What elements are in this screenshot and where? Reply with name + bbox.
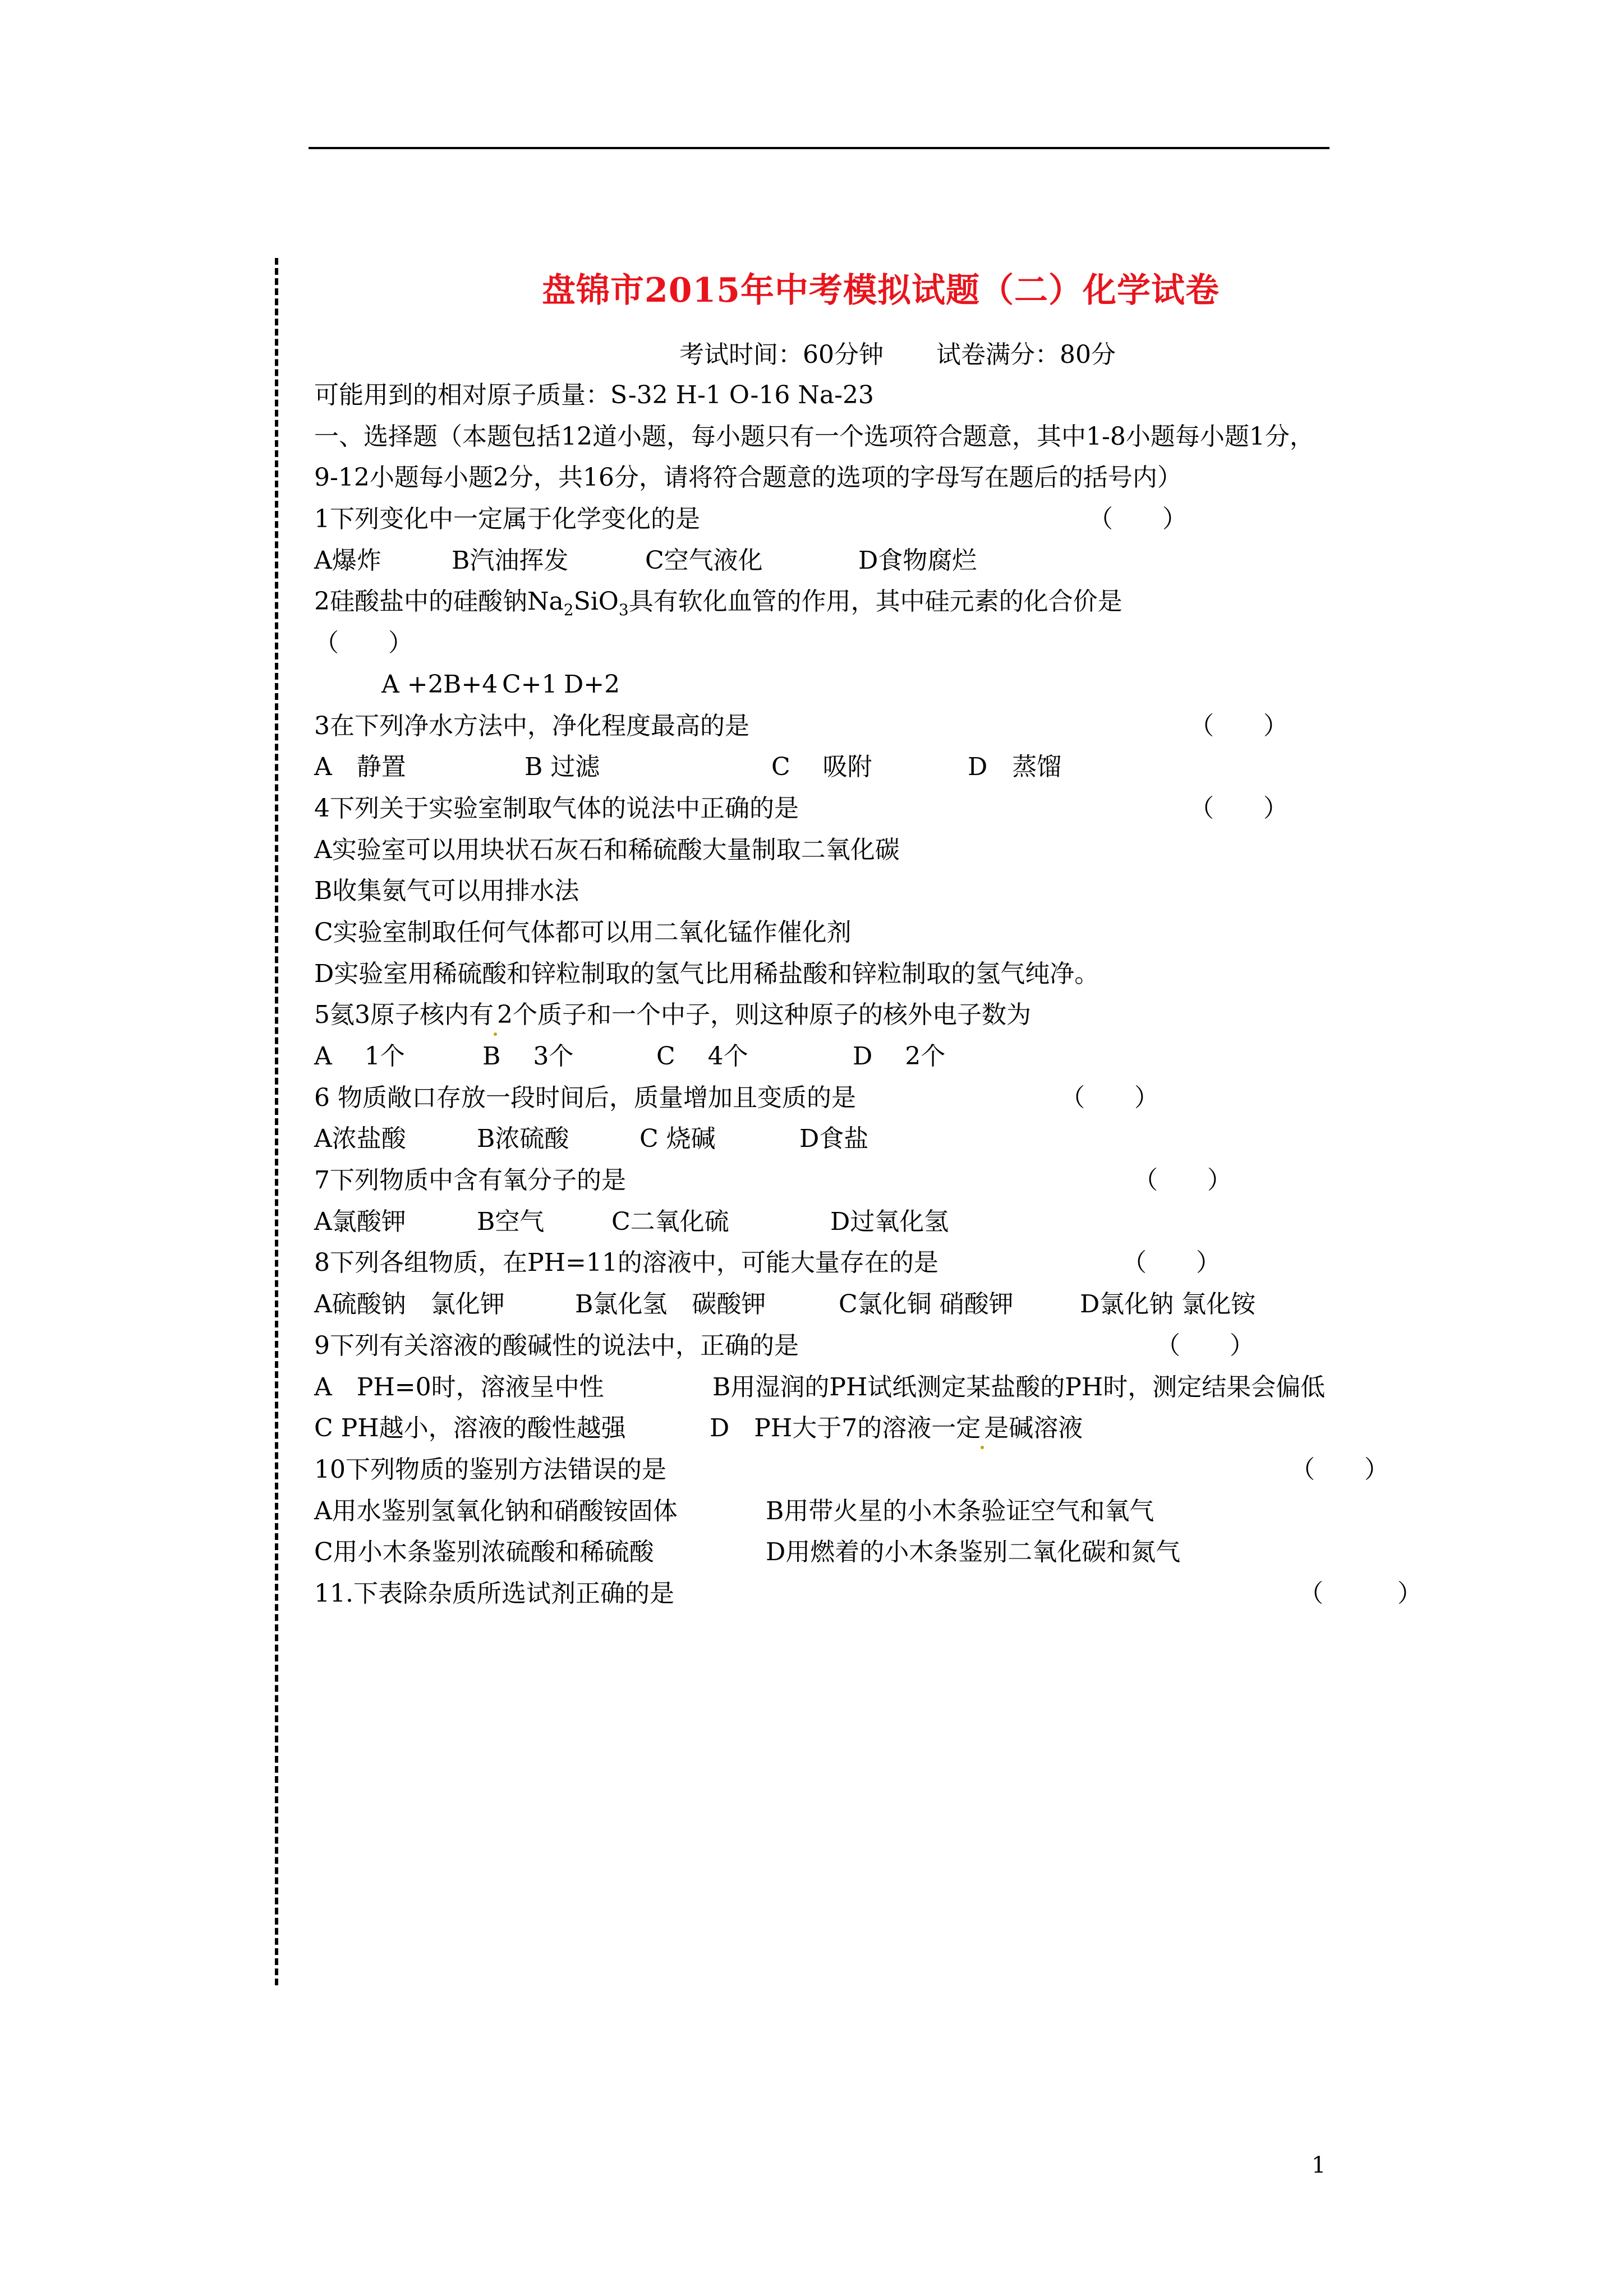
- exam-meta: [337, 334, 1459, 370]
- option-b: B+4: [443, 670, 498, 699]
- subscript: 3: [618, 601, 629, 620]
- question-stem: 7下列物质中含有氧分子的是: [314, 1166, 626, 1195]
- question-stem: 2个质子和一个中子，则这种原子的核外电子数为: [497, 1001, 1031, 1030]
- option-a: A 静置: [314, 753, 406, 782]
- question-3: [314, 706, 1459, 747]
- option-a: A 1个: [314, 1042, 405, 1071]
- option-d: D 蒸馏: [968, 753, 1062, 782]
- option-b: B氯化氢 碳酸钾: [575, 1290, 766, 1319]
- option-d: 是碱溶液: [984, 1414, 1083, 1443]
- question-10: [314, 1449, 1459, 1491]
- question-stem: 5氦3原子核内有: [314, 1001, 494, 1030]
- question-2: [314, 581, 1459, 623]
- header-rule: [309, 147, 1329, 149]
- option-b: B 3个: [482, 1042, 574, 1071]
- answer-paren: （ ）: [1290, 1455, 1389, 1484]
- question-1-options: [314, 540, 1459, 582]
- question-6: [314, 1077, 1459, 1119]
- question-6-options: [314, 1118, 1459, 1160]
- answer-paren: （ ）: [1156, 1331, 1254, 1360]
- question-stem: 4下列关于实验室制取气体的说法中正确的是: [314, 794, 799, 823]
- question-stem: SiO: [573, 587, 619, 616]
- option-d: D实验室用稀硫酸和锌粒制取的氢气比用稀盐酸和锌粒制取的氢气纯净。: [314, 959, 1099, 988]
- question-2-options: [314, 664, 1459, 706]
- page-number: 1: [1312, 2152, 1326, 2178]
- question-8-options: [314, 1284, 1459, 1325]
- question-stem: 11.下表除杂质所选试剂正确的是: [314, 1579, 674, 1608]
- option-c: C PH越小，溶液的酸性越强: [314, 1414, 626, 1443]
- question-2-paren-line: [314, 623, 1459, 664]
- question-11: [314, 1573, 1459, 1615]
- question-9: [314, 1325, 1459, 1367]
- option-d: D+2: [564, 670, 620, 699]
- option-a: A硫酸钠 氯化钾: [314, 1290, 505, 1319]
- answer-paren: （ ）: [1060, 1083, 1159, 1112]
- full-score: 试卷满分：80分: [936, 340, 1116, 369]
- option-b: B空气: [477, 1207, 545, 1236]
- option-d: D PH大于7的溶液一定: [710, 1414, 981, 1443]
- question-7-options: [314, 1201, 1459, 1243]
- option-b: B浓硫酸: [477, 1124, 569, 1154]
- option-d: D氯化钠 氯化铵: [1080, 1290, 1256, 1319]
- section1-instructions: 一、选择题（本题包括12道小题，每小题只有一个选项符合题意，其中1-8小题每小题1分，9-12小题每小题2分，共16分，请将符合题意的选项的字母写在题后的括号内）: [314, 422, 1314, 492]
- option-d: D食物腐烂: [858, 546, 977, 575]
- binding-dashed-line: [275, 258, 278, 1985]
- option-c: C+1: [502, 670, 558, 699]
- question-stem: 10下列物质的鉴别方法错误的是: [314, 1455, 666, 1484]
- option-a: A实验室可以用块状石灰石和稀硫酸大量制取二氧化碳: [314, 835, 900, 864]
- answer-paren: （ ）: [1189, 711, 1288, 740]
- option-a: A PH=0时，溶液呈中性: [314, 1372, 604, 1401]
- answer-paren: （ ）: [1088, 505, 1187, 534]
- option-d: D过氧化氢: [830, 1207, 949, 1236]
- question-stem: 9下列有关溶液的酸碱性的说法中，正确的是: [314, 1331, 799, 1360]
- option-a: A +2: [381, 670, 444, 699]
- option-d: D食盐: [799, 1124, 869, 1154]
- exam-content: [314, 264, 1459, 1615]
- option-b: B用湿润的PH试纸测定某盐酸的PH时，测定结果会偏低: [712, 1372, 1326, 1401]
- option-c: C用小木条鉴别浓硫酸和稀硫酸: [314, 1538, 654, 1567]
- question-5-options: [314, 1036, 1459, 1077]
- subscript: 2: [563, 601, 574, 620]
- answer-paren: （ ）: [1133, 1166, 1232, 1195]
- question-4: [314, 788, 1459, 829]
- question-10-options-ab: [314, 1491, 1459, 1532]
- question-7: [314, 1160, 1459, 1201]
- option-a: A浓盐酸: [314, 1124, 406, 1154]
- option-d: D用燃着的小木条鉴别二氧化碳和氮气: [766, 1538, 1181, 1567]
- option-a: A氯酸钾: [314, 1207, 406, 1236]
- question-1: [314, 499, 1459, 540]
- option-b: B 过滤: [525, 753, 600, 782]
- option-a: A用水鉴别氢氧化钠和硝酸铵固体: [314, 1496, 678, 1525]
- option-b: B汽油挥发: [452, 546, 569, 575]
- question-9-options-ab: [314, 1367, 1329, 1408]
- question-8: [314, 1242, 1459, 1284]
- question-stem: 1下列变化中一定属于化学变化的是: [314, 505, 700, 534]
- option-c: C空气液化: [645, 546, 763, 575]
- exam-title: 盘锦市2015年中考模拟试题（二）化学试卷: [542, 271, 1220, 310]
- option-a: A爆炸: [314, 546, 381, 575]
- question-5: [314, 994, 1459, 1036]
- question-10-options-cd: [314, 1532, 1459, 1573]
- answer-paren: （ ）: [1189, 794, 1288, 823]
- option-d: D 2个: [853, 1042, 946, 1071]
- exam-time: 考试时间：60分钟: [679, 340, 884, 369]
- question-stem: 具有软化血管的作用，其中硅元素的化合价是: [628, 587, 1122, 616]
- option-c: C二氧化硫: [611, 1207, 729, 1236]
- option-c: C实验室制取任何气体都可以用二氧化锰作催化剂: [314, 918, 852, 947]
- option-b: B收集氨气可以用排水法: [314, 877, 579, 906]
- question-stem: 8下列各组物质，在PH=11的溶液中，可能大量存在的是: [314, 1248, 938, 1278]
- question-3-options: [314, 746, 1459, 788]
- question-9-options-cd: [314, 1408, 1459, 1449]
- option-c: C 4个: [656, 1042, 748, 1071]
- question-stem: 3在下列净水方法中，净化程度最高的是: [314, 711, 749, 740]
- option-b: B用带火星的小木条验证空气和氧气: [766, 1496, 1154, 1525]
- answer-paren: （ ）: [314, 629, 413, 658]
- atomic-masses: 可能用到的相对原子质量：S-32 H-1 O-16 Na-23: [314, 381, 874, 409]
- option-c: C氯化铜 硝酸钾: [839, 1290, 1014, 1319]
- question-stem: 2硅酸盐中的硅酸钠Na: [314, 587, 564, 616]
- option-c: C 吸附: [771, 753, 872, 782]
- option-c: C 烧碱: [640, 1124, 716, 1154]
- answer-paren: （ ）: [1122, 1248, 1221, 1278]
- question-stem: 6 物质敞口存放一段时间后，质量增加且变质的是: [314, 1083, 856, 1112]
- answer-paren: （ ）: [1299, 1579, 1422, 1608]
